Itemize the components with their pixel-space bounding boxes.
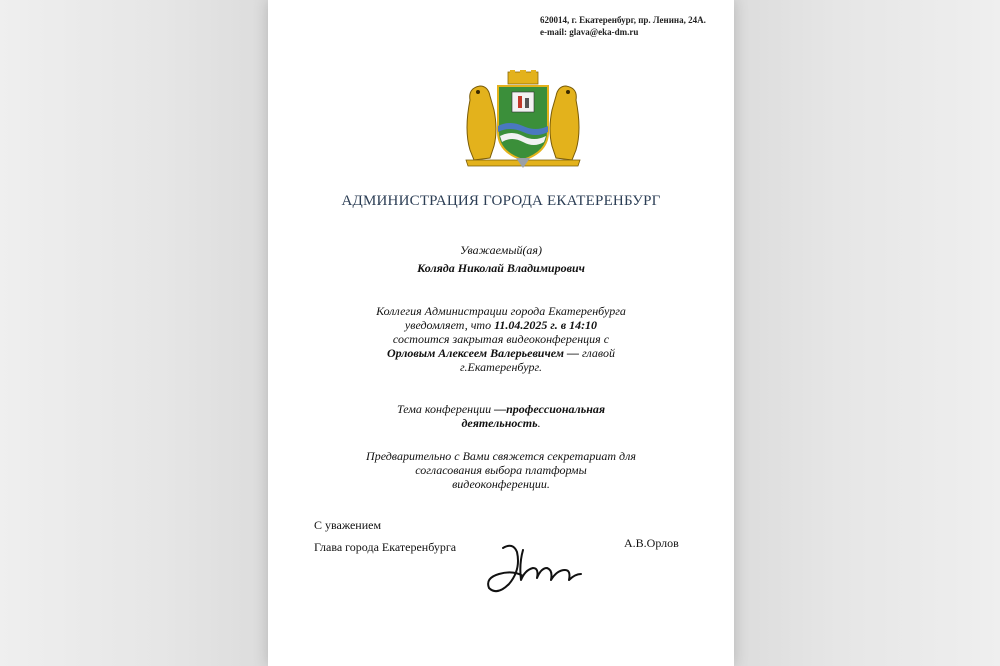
background-right xyxy=(732,0,1000,666)
secretariat-line-1: Предварительно с Вами свяжется секретариат для xyxy=(366,449,636,463)
letterhead-address xyxy=(540,14,706,38)
recipient-name: Коляда Николай Владимирович xyxy=(417,261,585,275)
conference-datetime: 11.04.2025 г. в 14:10 xyxy=(494,318,598,332)
regards-text: С уважением xyxy=(314,518,382,532)
notice-line-2 xyxy=(268,318,734,332)
topic-paragraph xyxy=(268,402,734,430)
notice-line-3: состоится закрытая видеоконференция с xyxy=(392,332,610,346)
salutation: Уважаемый(ая) xyxy=(459,243,543,257)
notice-line-1: Коллегия Администрации города Екатеренбурга xyxy=(376,304,626,318)
topic-line-1 xyxy=(268,402,734,416)
host-name: Орловым Алексеем Валерьевичем — xyxy=(387,346,580,360)
notice-paragraph xyxy=(268,304,734,374)
topic-end: . xyxy=(537,416,541,430)
background-left xyxy=(0,0,268,666)
notice-line-5: г.Екатеренбург. xyxy=(459,360,542,374)
handwritten-signature xyxy=(483,540,583,602)
greeting-block xyxy=(268,243,734,275)
city-coat-of-arms-icon xyxy=(460,70,586,170)
signer-position: Глава города Екатеренбурга xyxy=(314,540,457,554)
signer-name: А.В.Орлов xyxy=(624,536,679,550)
secretariat-line-2: согласования выбора платформы xyxy=(415,463,587,477)
host-role: главой xyxy=(579,346,615,360)
topic-value-1: —профессиональная xyxy=(494,402,606,416)
topic-value-2: деятельность xyxy=(461,416,538,430)
address-line: 620014, г. Екатеренбург, пр. Ленина, 24А. xyxy=(540,15,706,25)
signoff-block xyxy=(314,514,456,558)
notice-prefix: уведомляет, что xyxy=(404,318,495,332)
topic-label: Тема конференции xyxy=(396,402,495,416)
organization-title: АДМИНИСТРАЦИЯ ГОРОДА ЕКАТЕРЕНБУРГ xyxy=(341,193,661,209)
email-line: e-mail: glava@eka-dm.ru xyxy=(540,27,639,37)
secretariat-line-3: видеоконференции. xyxy=(452,477,550,491)
secretariat-paragraph xyxy=(268,449,734,491)
topic-line-2 xyxy=(268,416,734,430)
notice-line-4 xyxy=(268,346,734,360)
letter-page xyxy=(268,0,734,666)
